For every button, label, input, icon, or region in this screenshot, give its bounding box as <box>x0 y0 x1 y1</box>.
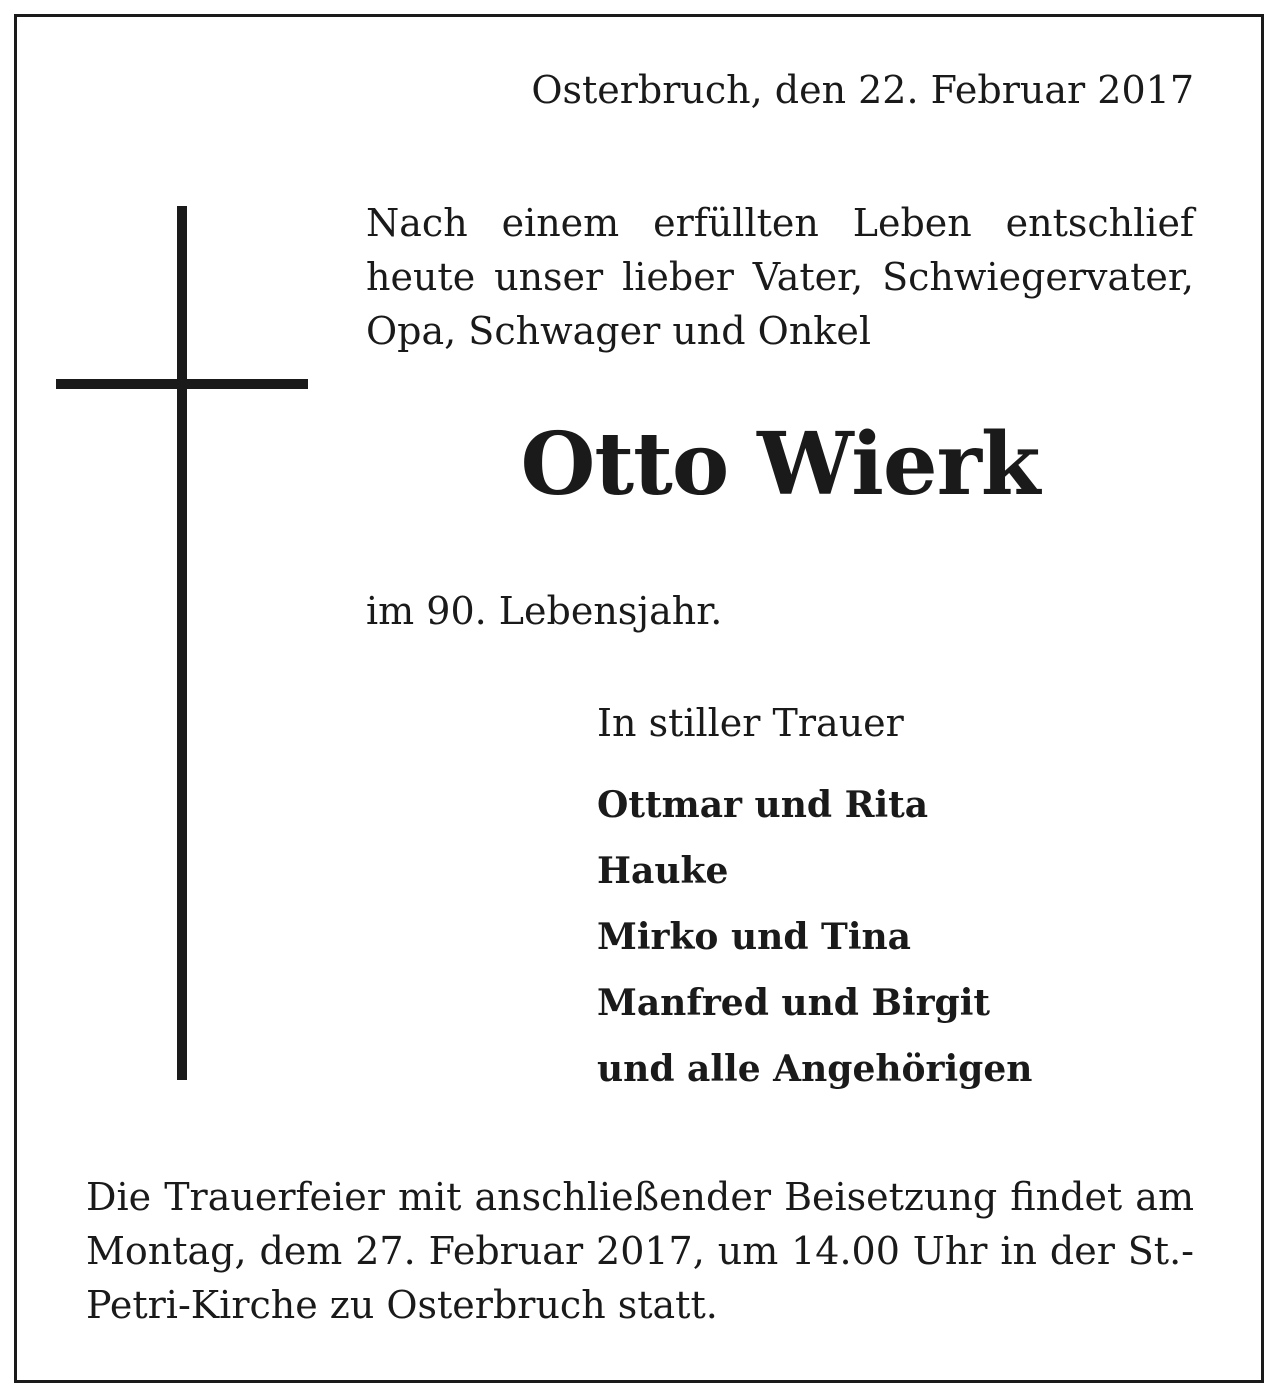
mourner-name: Hauke <box>597 850 729 892</box>
mourners-list <box>597 772 1032 1102</box>
mourner-name: Mirko und Tina <box>597 916 911 958</box>
cross-vertical-beam <box>177 206 187 1080</box>
intro-text: Nach einem erfüllten Leben entschlief heute unser lieber Vater, Schwiegervater, Opa, Schwager und Onkel <box>366 201 1194 353</box>
mourner-name: Manfred und Birgit <box>597 982 991 1024</box>
mourner-name: und alle Angehörigen <box>597 1048 1033 1090</box>
cross-horizontal-beam <box>56 379 308 389</box>
dateline: Osterbruch, den 22. Februar 2017 <box>531 68 1194 112</box>
age-line: im 90. Lebensjahr. <box>366 589 723 633</box>
service-text: Die Trauerfeier mit anschließender Beisetzung findet am Montag, dem 27. Februar 2017, um 14.00 Uhr in der St.-Petri-Kirche zu Osterbruch statt. <box>86 1175 1194 1327</box>
mourning-line: In stiller Trauer <box>597 701 904 745</box>
deceased-name: Otto Wierk <box>520 414 1040 515</box>
mourner-name: Ottmar und Rita <box>597 784 929 826</box>
